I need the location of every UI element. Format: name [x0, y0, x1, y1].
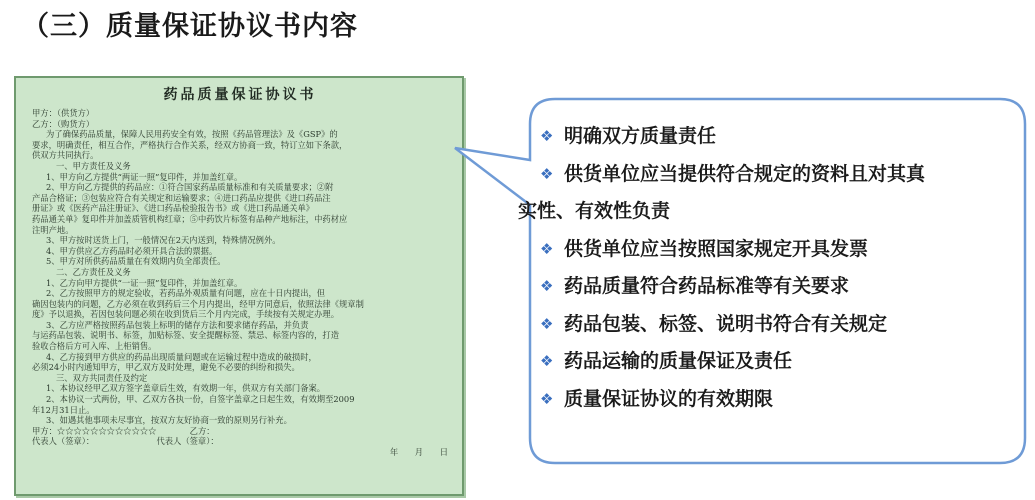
- bullet-text: 药品包装、标签、说明书符合有关规定: [564, 312, 888, 335]
- document-line: 要求，明确责任，相互合作，严格执行合作关系，经双方协商一致，特订立如下条款，: [32, 139, 348, 150]
- diamond-bullet-icon: ❖: [540, 164, 554, 183]
- bullet-item: [540, 231, 1010, 269]
- document-line: 5、甲方对所供药品质量在有效期内负全部责任。: [46, 256, 226, 267]
- bullet-text: 药品质量符合药品标准等有关要求: [564, 275, 850, 297]
- bullet-item: [540, 118, 1010, 156]
- document-line: 必须24小时内通知甲方，甲乙双方及时处理，避免不必要的纠纷和损失。: [32, 362, 300, 373]
- document-line: 1、甲方向乙方提供“两证一照”复印件，并加盖红章。: [46, 171, 243, 182]
- bullet-text: 供货单位应当按照国家规定开具发票: [564, 237, 869, 260]
- document-line: 乙方：（购货方）: [32, 118, 95, 129]
- document-line: 三、双方共同责任及约定: [56, 372, 148, 383]
- document-line: 2、本协议一式两份，甲、乙双方各执一份，自签字盖章之日起生效，有效期至2009: [46, 394, 355, 405]
- document-line: 为了确保药品质量，保障人民用药安全有效，按照《药品管理法》及《GSP》的: [46, 129, 338, 140]
- document-line: 二、乙方责任及义务: [56, 266, 131, 277]
- document-line: 注明产地。: [32, 224, 74, 235]
- document-line: 3、乙方应严格按照药品包装上标明的储存方法和要求储存药品，并负责: [46, 319, 309, 330]
- diamond-bullet-icon: ❖: [540, 239, 554, 258]
- document-line: 年 月 日: [389, 447, 448, 457]
- diamond-bullet-icon: ❖: [540, 277, 554, 295]
- document-line: 产品合格证；③包装应符合有关规定和运输要求；④进口药品应提供《进口药品注: [32, 192, 331, 203]
- document-line: 3、甲方按时送货上门，一般情况在2天内送到，特殊情况例外。: [46, 235, 281, 246]
- document-line: 确因包装内的问题，乙方必须在收到药后三个月内提出，经甲方同意后，依照法律《规章制: [32, 298, 364, 309]
- document-line: 验收合格后方可入库、上柜销售。: [32, 341, 157, 352]
- bullet-text-continuation: 实性、有效性负责: [518, 200, 671, 222]
- document-line: 2、乙方按照甲方的规定验收，若药品外观质量有问题，应在十日内提出，但: [46, 288, 326, 299]
- bullet-text: 质量保证协议的有效期限: [564, 387, 774, 410]
- document-line: 药品通关单》复印件并加盖质管机构红章；⑤中药饮片标签有品种产地标注，中药材应: [32, 213, 348, 224]
- document-line: 2、甲方向乙方提供的药品应：①符合国家药品质量标准和有关质量要求；②附: [46, 182, 334, 193]
- document-heading: 药品质量保证协议书: [163, 87, 317, 103]
- document-line: 4、甲方供应乙方药品时必须开具合法的票据。: [46, 245, 218, 256]
- document-line: 3、如遇其他事项未尽事宜，按双方友好协商一致的原则另行补充。: [46, 415, 292, 426]
- document-line: 4、乙方接到甲方供应的药品出现质量问题或在运输过程中造成的破损时，: [46, 351, 317, 362]
- document-line: 甲方：☆☆☆☆☆☆☆☆☆☆☆☆ 乙方：: [32, 425, 215, 436]
- document-line: 代表人（签章）： 代表人（签章）：: [32, 436, 219, 447]
- bullet-item: [540, 306, 1010, 344]
- document-line: 供双方共同执行。: [32, 150, 99, 161]
- bullet-item: [540, 343, 1010, 381]
- diamond-bullet-icon: ❖: [540, 352, 554, 370]
- document-line: 1、乙方向甲方提供“一证一照”复印件，并加盖红章。: [46, 277, 243, 288]
- document-line: 年12月31日止。: [32, 404, 95, 415]
- page-title: （三）质量保证协议书内容: [22, 11, 358, 42]
- document-line: 一、甲方责任及义务: [56, 160, 131, 171]
- bullet-item: [540, 156, 1010, 194]
- bullet-text: 药品运输的质量保证及责任: [564, 350, 793, 372]
- document-line: 度》予以退换，若因包装问题必须在收到货后三个月内完成，手续按有关规定办理。: [32, 309, 339, 320]
- bullet-text: 供货单位应当提供符合规定的资料且对其真: [564, 162, 926, 185]
- bullet-item: [540, 268, 1010, 306]
- document-line: 甲方：（供货方）: [32, 108, 95, 118]
- bullet-list: [518, 118, 1010, 418]
- document-line: 1、本协议经甲乙双方签字盖章后生效，有效期一年，供双方有关部门备案。: [46, 383, 326, 394]
- diamond-bullet-icon: ❖: [540, 389, 554, 408]
- diamond-bullet-icon: ❖: [540, 314, 554, 333]
- bullet-text: 明确双方质量责任: [564, 125, 717, 147]
- document-line: 册证》或《医药产品注册证》、《进口药品检验报告书》或《进口药品通关单》: [32, 203, 315, 214]
- bullet-item-continuation: [518, 193, 1010, 231]
- diamond-bullet-icon: ❖: [540, 127, 554, 145]
- document-line: 与运药品包装、说明书、标签，加贴标签、安全提醒标签、禁忌、标签内容的，打造: [32, 330, 339, 341]
- bullet-item: [540, 381, 1010, 419]
